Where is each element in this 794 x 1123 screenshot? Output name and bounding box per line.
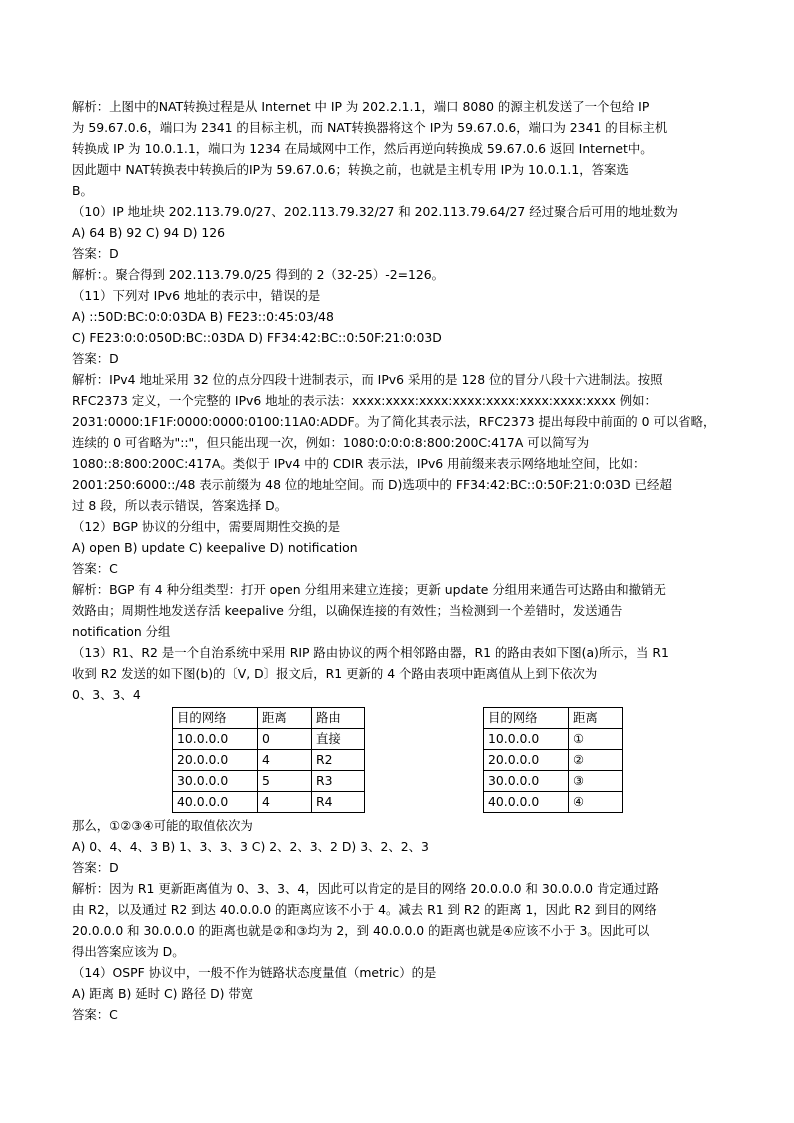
text-line: 解析：。聚合得到 202.113.79.0/25 得到的 2（32-25）-2=126。 <box>72 267 445 282</box>
table-row <box>484 750 623 771</box>
table-cell: 4 <box>258 750 312 771</box>
text-line: 答案：C <box>72 1007 118 1022</box>
table-row <box>484 708 623 729</box>
text-block-top <box>72 96 722 705</box>
text-line: （11）下列对 IPv6 地址的表示中，错误的是 <box>72 288 321 303</box>
table-cell: 30.0.0.0 <box>484 771 569 792</box>
text-line: 解析：IPv4 地址采用 32 位的点分四段十进制表示，而 IPv6 采用的是 128 位的冒分八段十六进制法。按照 <box>72 372 663 387</box>
text-line: A) 64 B) 92 C) 94 D) 126 <box>72 225 226 240</box>
text-line: 那么，①②③④可能的取值依次为 <box>72 818 253 833</box>
text-line: C) FE23:0:0:050D:BC::03DA D) FF34:42:BC::0:50F:21:0:03D <box>72 330 442 345</box>
text-block-bottom <box>72 815 722 1025</box>
table-cell: 4 <box>258 792 312 813</box>
text-line: 收到 R2 发送的如下图(b)的〔V, D〕报文后，R1 更新的 4 个路由表项中距离值从上到下依次为 <box>72 666 598 681</box>
table-row <box>173 771 365 792</box>
text-line: 2001:250:6000::/48 表示前缀为 48 位的地址空间。而 D)选项中的 FF34:42:BC::0:50F:21:0:03D 已经超 <box>72 477 672 492</box>
text-line: 转换成 IP 为 10.0.1.1，端口为 1234 在局域网中工作，然后再逆向转换成 59.67.0.6 返回 Internet中。 <box>72 141 653 156</box>
text-line: A) 距离 B) 延时 C) 路径 D) 带宽 <box>72 986 254 1001</box>
table-cell: R4 <box>312 792 365 813</box>
table-row <box>173 750 365 771</box>
text-line: 答案：C <box>72 561 118 576</box>
tables-area <box>72 707 722 813</box>
table-cell: 距离 <box>569 708 623 729</box>
table-cell: 路由 <box>312 708 365 729</box>
text-line: 连续的 0 可省略为"::"，但只能出现一次，例如：1080:0:0:0:8:800:200C:417A 可以简写为 <box>72 435 590 450</box>
table-row <box>484 729 623 750</box>
text-line: 为 59.67.0.6，端口为 2341 的目标主机，而 NAT转换器将这个 IP为 59.67.0.6，端口为 2341 的目标主机 <box>72 120 668 135</box>
text-line: 因此题中 NAT转换表中转换后的IP为 59.67.0.6；转换之前，也就是主机专用 IP为 10.0.1.1，答案选 <box>72 162 629 177</box>
text-line: 解析：BGP 有 4 种分组类型：打开 open 分组用来建立连接；更新 update 分组用来通告可达路由和撤销无 <box>72 582 666 597</box>
text-line: notification 分组 <box>72 624 171 639</box>
text-line: （13）R1、R2 是一个自治系统中采用 RIP 路由协议的两个相邻路由器，R1 的路由表如下图(a)所示，当 R1 <box>72 645 669 660</box>
text-line: A) ::50D:BC:0:0:03DA B) FE23::0:45:03/48 <box>72 309 334 324</box>
table-cell: ① <box>569 729 623 750</box>
table-cell: 目的网络 <box>484 708 569 729</box>
table-cell: 5 <box>258 771 312 792</box>
text-line: 过 8 段，所以表示错误，答案选择 D。 <box>72 498 288 513</box>
text-line: 答案：D <box>72 860 119 875</box>
text-line: 解析：上图中的NAT转换过程是从 Internet 中 IP 为 202.2.1.1，端口 8080 的源主机发送了一个包给 IP <box>72 99 650 114</box>
text-line: （10）IP 地址块 202.113.79.0/27、202.113.79.32/27 和 202.113.79.64/27 经过聚合后可用的地址数为 <box>72 204 678 219</box>
table-cell: 20.0.0.0 <box>173 750 258 771</box>
text-line: 2031:0000:1F1F:0000:0000:0100:11A0:ADDF。为了简化其表示法，RFC2373 提出每段中前面的 0 可以省略， <box>72 414 716 429</box>
routing-table-b <box>483 707 623 813</box>
table-cell: 30.0.0.0 <box>173 771 258 792</box>
text-line: A) 0、4、4、3 B) 1、3、3、3 C) 2、2、3、2 D) 3、2、2、3 <box>72 839 429 854</box>
table-row <box>173 729 365 750</box>
table-cell: 20.0.0.0 <box>484 750 569 771</box>
text-line: A) open B) update C) keepalive D) notification <box>72 540 358 555</box>
text-line: 效路由；周期性地发送存活 keepalive 分组，以确保连接的有效性；当检测到一个差错时，发送通告 <box>72 603 623 618</box>
table-cell: 10.0.0.0 <box>173 729 258 750</box>
table-row <box>484 771 623 792</box>
table-cell: 10.0.0.0 <box>484 729 569 750</box>
text-line: 解析：因为 R1 更新距离值为 0、3、3、4，因此可以肯定的是目的网络 20.0.0.0 和 30.0.0.0 肯定通过路 <box>72 881 659 896</box>
text-line: 20.0.0.0 和 30.0.0.0 的距离也就是②和③均为 2，到 40.0.0.0 的距离也就是④应该不小于 3。因此可以 <box>72 923 650 938</box>
table-row <box>484 792 623 813</box>
table-row <box>173 792 365 813</box>
table-cell: 直接 <box>312 729 365 750</box>
table-cell: ② <box>569 750 623 771</box>
document-page <box>72 96 722 1025</box>
text-line: （14）OSPF 协议中，一般不作为链路状态度量值（metric）的是 <box>72 965 437 980</box>
table-cell: 距离 <box>258 708 312 729</box>
table-row <box>173 708 365 729</box>
text-line: 答案：D <box>72 246 119 261</box>
table-cell: ③ <box>569 771 623 792</box>
text-line: （12）BGP 协议的分组中，需要周期性交换的是 <box>72 519 341 534</box>
text-line: 0、3、3、4 <box>72 687 141 702</box>
text-line: B。 <box>72 183 93 198</box>
table-cell: R3 <box>312 771 365 792</box>
text-line: 得出答案应该为 D。 <box>72 944 185 959</box>
text-line: RFC2373 定义，一个完整的 IPv6 地址的表示法：xxxx:xxxx:xxxx:xxxx:xxxx:xxxx:xxxx:xxxx 例如： <box>72 393 657 408</box>
table-cell: ④ <box>569 792 623 813</box>
table-cell: R2 <box>312 750 365 771</box>
text-line: 答案：D <box>72 351 119 366</box>
routing-table-a <box>172 707 365 813</box>
table-cell: 目的网络 <box>173 708 258 729</box>
table-cell: 40.0.0.0 <box>173 792 258 813</box>
text-line: 由 R2，以及通过 R2 到达 40.0.0.0 的距离应该不小于 4。减去 R1 到 R2 的距离 1，因此 R2 到目的网络 <box>72 902 657 917</box>
table-cell: 40.0.0.0 <box>484 792 569 813</box>
table-cell: 0 <box>258 729 312 750</box>
text-line: 1080::8:800:200C:417A。类似于 IPv4 中的 CDIR 表示法，IPv6 用前缀来表示网络地址空间，比如： <box>72 456 646 471</box>
